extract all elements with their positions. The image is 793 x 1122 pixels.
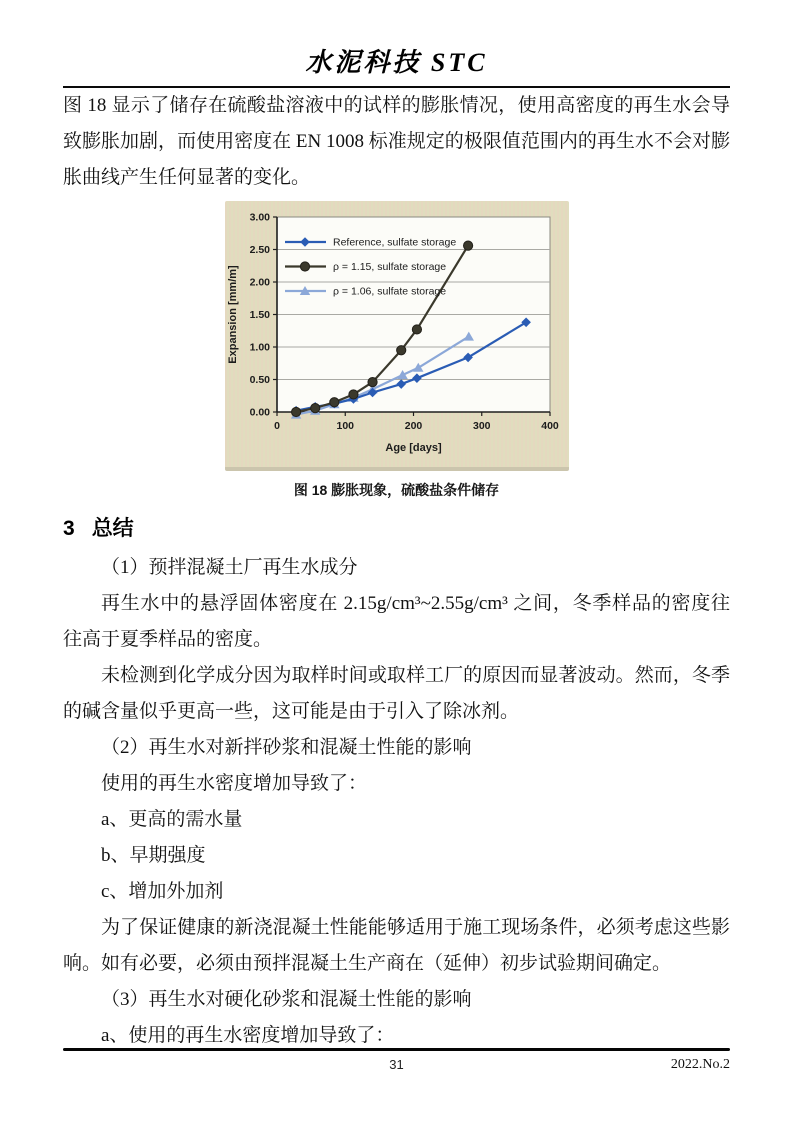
para-item-3-title: （3）再生水对硬化砂浆和混凝土性能的影响 bbox=[101, 989, 472, 1010]
journal-title: 水泥科技 STC bbox=[305, 48, 488, 77]
svg-text:200: 200 bbox=[404, 420, 422, 432]
figure-18 bbox=[225, 201, 569, 500]
section-title: 总结 bbox=[91, 517, 134, 540]
svg-text:100: 100 bbox=[335, 420, 354, 432]
para-chemical-composition: 未检测到化学成分因为取样时间或取样工厂的原因而显著波动。然而，冬季的碱含量似乎更高一些，这可能是由于引入了除冰剂。 bbox=[63, 665, 730, 722]
expansion-chart-svg bbox=[225, 201, 569, 467]
svg-text:3.00: 3.00 bbox=[249, 211, 270, 224]
paragraph-figure18-intro: 图 18 显示了储存在硫酸盐溶液中的试样的膨胀情况，使用高密度的再生水会导致膨胀加剧，而使用密度在 EN 1008 标准规定的极限值范围内的再生水不会对膨胀曲线产生任何显著的变化。 bbox=[63, 95, 730, 188]
svg-text:300: 300 bbox=[472, 420, 491, 432]
svg-text:Expansion [mm/m]: Expansion [mm/m] bbox=[226, 265, 239, 364]
svg-text:Reference, sulfate storage: Reference, sulfate storage bbox=[332, 236, 456, 249]
para-item-2-title: （2）再生水对新拌砂浆和混凝土性能的影响 bbox=[101, 737, 472, 758]
svg-text:0: 0 bbox=[273, 420, 280, 432]
para-item-3-list-a: a、使用的再生水密度增加导致了： bbox=[101, 1025, 395, 1046]
figure-caption: 图 18 膨胀现象，硫酸盐条件储存 bbox=[293, 482, 500, 498]
section-number: 3 bbox=[63, 517, 75, 540]
list-item-a: a、更高的需水量 bbox=[101, 809, 243, 830]
para-item-1-title: （1）预拌混凝土厂再生水成分 bbox=[101, 557, 358, 578]
svg-text:ρ = 1.06, sulfate storage: ρ = 1.06, sulfate storage bbox=[332, 285, 446, 298]
para-density-range: 再生水中的悬浮固体密度在 2.15g/cm³~2.55g/cm³ 之间，冬季样品的密度往往高于夏季样品的密度。 bbox=[63, 593, 730, 650]
footer-divider bbox=[63, 1048, 730, 1051]
list-item-b: b、早期强度 bbox=[101, 845, 206, 866]
svg-text:Age [days]: Age [days] bbox=[384, 442, 442, 454]
expansion-chart bbox=[225, 201, 569, 471]
section-heading-summary bbox=[63, 512, 730, 542]
svg-text:ρ = 1.15, sulfate storage: ρ = 1.15, sulfate storage bbox=[332, 261, 446, 273]
page-number: 31 bbox=[389, 1057, 404, 1072]
para-density-increase-lead: 使用的再生水密度增加导致了： bbox=[101, 773, 368, 794]
svg-text:2.00: 2.00 bbox=[249, 276, 270, 289]
svg-text:2.50: 2.50 bbox=[249, 244, 270, 256]
svg-text:1.00: 1.00 bbox=[249, 341, 270, 354]
svg-text:400: 400 bbox=[540, 420, 559, 432]
svg-text:0.50: 0.50 bbox=[249, 374, 270, 386]
list-item-c: c、增加外加剂 bbox=[101, 881, 224, 902]
svg-text:0.00: 0.00 bbox=[249, 406, 270, 419]
issue-number: 2022.No.2 bbox=[670, 1057, 730, 1072]
para-site-conditions: 为了保证健康的新浇混凝土性能能够适用于施工现场条件，必须考虑这些影响。如有必要，必须由预拌混凝土生产商在（延伸）初步试验期间确定。 bbox=[63, 917, 730, 974]
svg-text:1.50: 1.50 bbox=[249, 309, 270, 321]
